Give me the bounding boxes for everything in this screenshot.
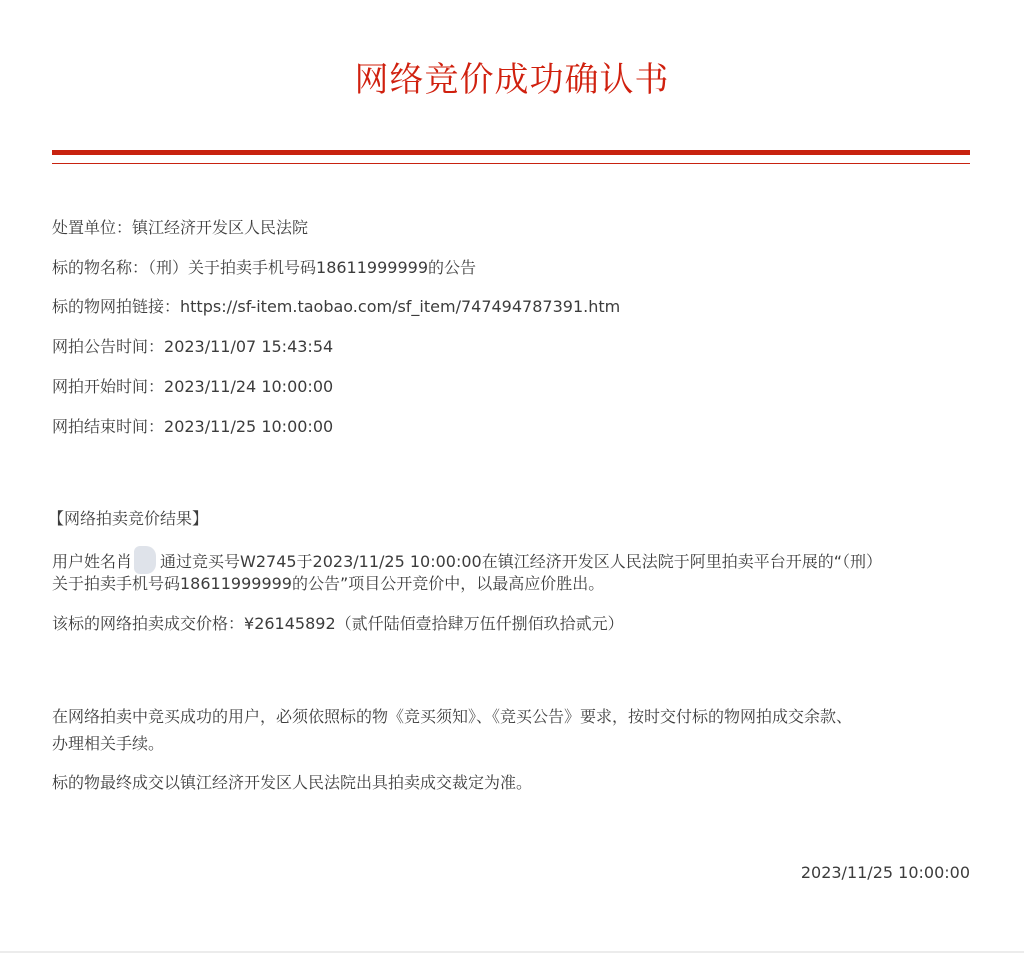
note-final-ruling: 标的物最终成交以镇江经济开发区人民法院出具拍卖成交裁定为准。 (52, 773, 533, 792)
note-payment-line2: 办理相关手续。 (52, 734, 165, 753)
document-title: 网络竞价成功确认书 (354, 60, 670, 100)
start-time-row (52, 376, 333, 398)
start-time-label: 网拍开始时间： (52, 377, 165, 396)
end-time-label: 网拍结束时间： (52, 417, 165, 436)
final-price-row (52, 613, 624, 635)
announce-time-value: 2023/11/07 15:43:54 (164, 337, 334, 356)
signature-date: 2023/11/25 10:00:00 (800, 863, 970, 882)
item-link-value[interactable]: https://sf-item.taobao.com/sf_item/747494787391.htm (180, 297, 621, 316)
winner-statement-line1 (52, 546, 882, 574)
disposal-unit-label: 处置单位： (52, 218, 133, 237)
price-label: 该标的网络拍卖成交价格： (52, 614, 245, 633)
winner-prefix: 用户姓名肖 (52, 552, 133, 571)
result-heading: 【网络拍卖竞价结果】 (48, 509, 209, 528)
end-time-value: 2023/11/25 10:00:00 (164, 417, 334, 436)
page-bottom-divider (0, 951, 1024, 953)
announce-time-row (52, 336, 333, 358)
winner-statement-line2: 关于拍卖手机号码18611999999的公告”项目公开竞价中，以最高应价胜出。 (52, 574, 605, 593)
item-link-label: 标的物网拍链接： (52, 297, 181, 316)
price-value: ¥26145892 (244, 614, 336, 633)
title-rule-thick (52, 150, 970, 155)
disposal-unit-row (52, 217, 308, 239)
announce-time-label: 网拍公告时间： (52, 337, 165, 356)
end-time-row (52, 416, 333, 438)
item-name-value: （刑）关于拍卖手机号码18611999999的公告 (148, 258, 476, 277)
item-name-row (52, 257, 476, 279)
note-payment-line1: 在网络拍卖中竞买成功的用户，必须依照标的物《竞买须知》、《竞买公告》要求，按时交付标的物网拍成交余款、 (52, 707, 853, 726)
price-in-words: （贰仟陆佰壹拾肆万伍仟捌佰玖拾贰元） (335, 614, 624, 633)
winner-text-line1: 通过竞买号W2745于2023/11/25 10:00:00在镇江经济开发区人民法院于阿里拍卖平台开展的“（刑） (160, 552, 883, 571)
title-rule-thin (52, 163, 970, 164)
item-link-row (52, 296, 620, 318)
disposal-unit-value: 镇江经济开发区人民法院 (132, 218, 309, 237)
item-name-label: 标的物名称： (52, 258, 149, 277)
start-time-value: 2023/11/24 10:00:00 (164, 377, 334, 396)
redacted-name-block (134, 546, 156, 574)
